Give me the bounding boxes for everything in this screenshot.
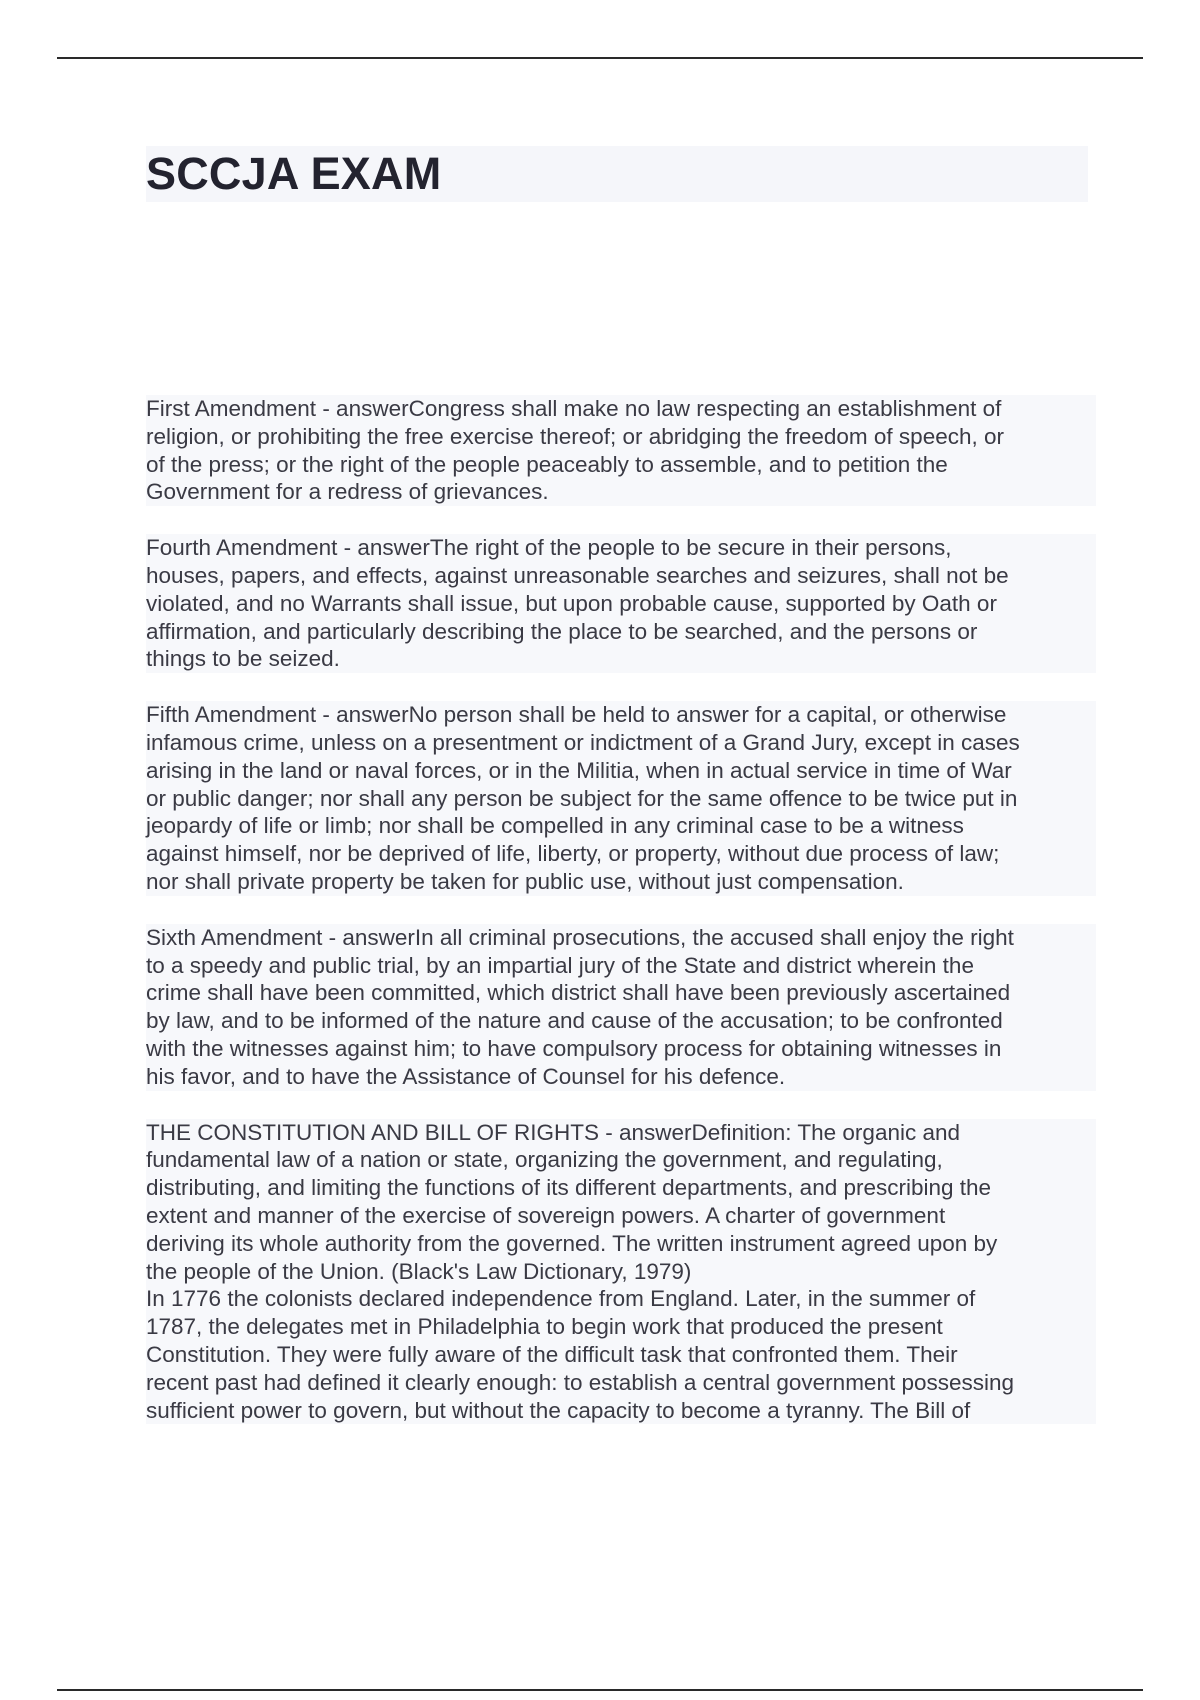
qa-entry-first-amendment: [146, 395, 1096, 506]
qa-entry-fifth-amendment: [146, 701, 1096, 896]
entry-separator: - answer: [316, 702, 409, 728]
bottom-rule: [57, 1689, 1143, 1691]
entry-separator: - answer: [316, 396, 409, 421]
entry-answer: Congress shall make no law respecting an establishment of religion, or prohibiting the free exercise thereof; or abridging the freedom of speech, or of the press; or the right of the people peaceably to assemble, and to petition the Government for a redress of grievances.: [146, 396, 1004, 505]
top-rule: [57, 57, 1143, 59]
entry-separator: - answer: [322, 924, 415, 950]
entry-answer: The right of the people to be secure in their persons, houses, papers, and effects, against unreasonable searches and seizures, shall not be violated, and no Warrants shall issue, but upon probable cause, supported by Oath or affirmation, and particularly describing the place to be searched, and the persons or things to be seized.: [146, 535, 1009, 672]
entry-answer: No person shall be held to answer for a capital, or otherwise infamous crime, unless on a presentment or indictment of a Grand Jury, except in cases arising in the land or naval forces, or in the Militia, when in actual service in time of War or public danger; nor shall any person be subject for the same offence to be twice put in jeopardy of life or limb; nor shall be compelled in any criminal case to be a witness against himself, nor be deprived of life, liberty, or property, without due process of law; nor shall private property be taken for public use, without just compensation.: [146, 702, 1020, 894]
document-body: [146, 395, 1096, 1452]
entry-answer: In all criminal prosecutions, the accused shall enjoy the right to a speedy and public trial, by an impartial jury of the State and district wherein the crime shall have been committed, which district shall have been previously ascertained by law, and to be informed of the nature and cause of the accusation; to be confronted with the witnesses against him; to have compulsory process for obtaining witnesses in his favor, and to have the Assistance of Counsel for his defence.: [146, 924, 1014, 1089]
entry-separator: - answer: [337, 535, 430, 561]
entry-term: First Amendment: [146, 396, 317, 421]
entry-answer: Definition: The organic and fundamental law of a nation or state, organizing the government, and regulating, distributing, and limiting the functions of its different departments, and prescribing the extent and manner of the exercise of sovereign powers. A charter of government deriving its whole authority from the governed. The written instrument agreed upon by the people of the Union. (Black's Law Dictionary, 1979) In 1776 the colonists declared independence from England. Later, in the summer of 1787, the delegates met in Philadelphia to begin work that produced the present Constitution. They were fully aware of the difficult task that confronted them. Their recent past had defined it clearly enough: to establish a central government possessing sufficient power to govern, but without the capacity to become a tyranny. The Bill of: [146, 1119, 1015, 1423]
qa-entry-sixth-amendment: [146, 924, 1096, 1091]
qa-entry-constitution-bill-of-rights: [146, 1119, 1096, 1425]
entry-term: Sixth Amendment: [146, 924, 323, 950]
entry-term: THE CONSTITUTION AND BILL OF RIGHTS: [146, 1119, 599, 1145]
document-title: SCCJA EXAM: [146, 148, 442, 199]
qa-entry-fourth-amendment: [146, 534, 1096, 673]
entry-term: Fourth Amendment: [146, 535, 338, 561]
entry-term: Fifth Amendment: [146, 702, 317, 728]
entry-separator: - answer: [598, 1119, 692, 1145]
